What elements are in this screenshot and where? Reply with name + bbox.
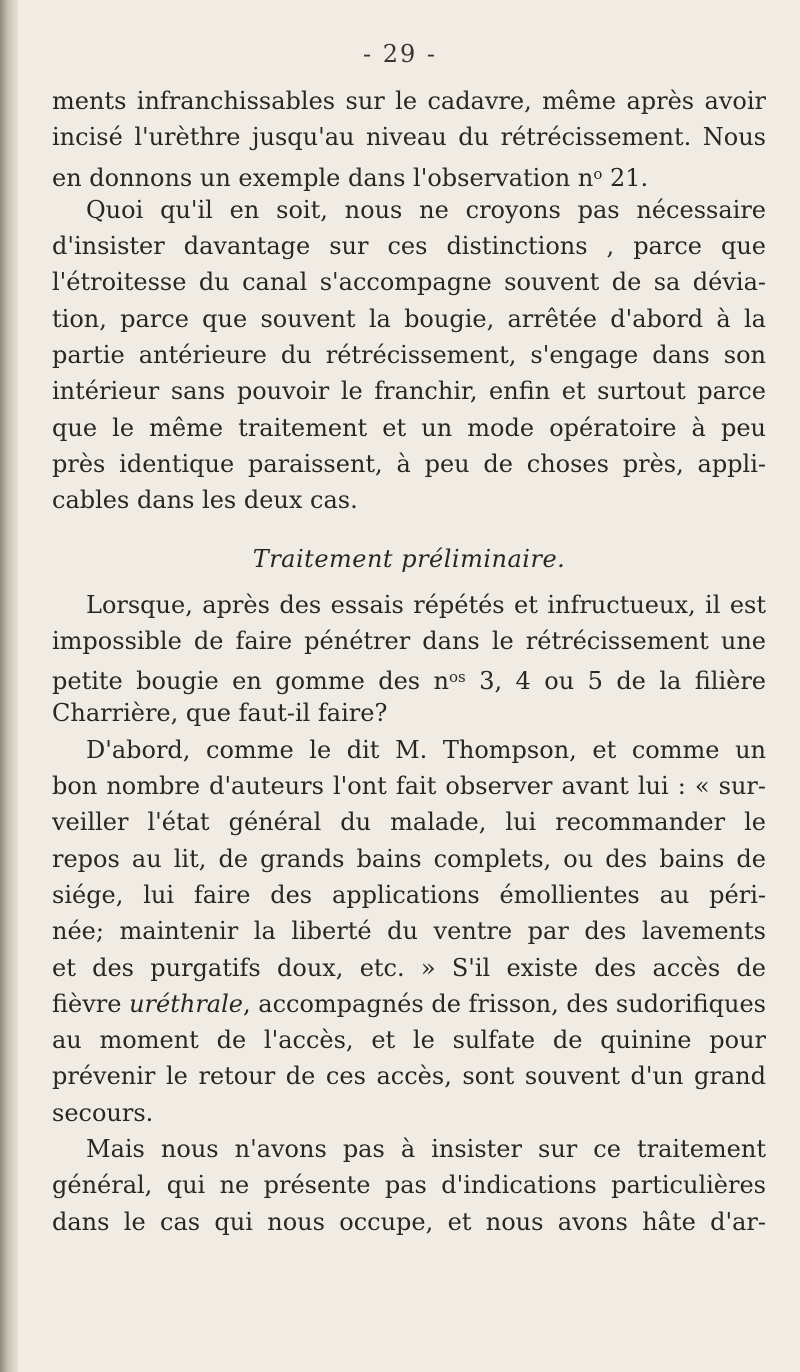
page-number: - 29 - (362, 40, 437, 68)
text-line: Lorsque, après des essais répétés et infructueux, il est (86, 590, 766, 619)
text-run: 21. (602, 163, 649, 192)
text-run: 3, 4 ou 5 de la filière (465, 667, 766, 696)
paragraph-thompson (52, 732, 766, 1131)
text-line: que le même traitement et un mode opératoire à peu (52, 413, 766, 442)
text-line: Mais nous n'avons pas à insister sur ce traitement (86, 1135, 766, 1164)
text-run: fièvre (52, 989, 130, 1018)
text-line: Charrière, que faut-il faire? (52, 699, 388, 728)
page-body (52, 83, 766, 1240)
text-line: secours. (52, 1098, 154, 1127)
text-line: dans le cas qui nous occupe, et nous avons hâte d'ar- (52, 1207, 766, 1236)
text-line: près identique paraissent, à peu de choses près, appli- (52, 449, 766, 478)
paragraph-continuation (52, 83, 766, 192)
text-line: incisé l'urèthre jusqu'au niveau du rétrécissement. Nous (52, 123, 766, 152)
text-line: général, qui ne présente pas d'indications particulières (52, 1171, 766, 1200)
paragraph-distinctions (52, 192, 766, 519)
text-line: et des purgatifs doux, etc. » S'il existe des accès de (52, 953, 766, 982)
text-line: veiller l'état général du malade, lui recommander le (52, 808, 766, 837)
superscript: os (449, 668, 466, 687)
text-line: ments infranchissables sur le cadavre, même après avoir (52, 87, 766, 115)
text-line: siége, lui faire des applications émollientes au péri- (52, 880, 766, 909)
text-line (52, 156, 766, 192)
text-run: , accompagnés de frisson, des sudorifiques (243, 989, 766, 1018)
text-line: d'insister davantage sur ces distinctions , parce que (52, 232, 766, 261)
text-line: née; maintenir la liberté du ventre par des lavements (52, 917, 766, 946)
paragraph-question (52, 587, 766, 732)
text-line: partie antérieure du rétrécissement, s'engage dans son (52, 341, 766, 370)
text-line: impossible de faire pénétrer dans le rétrécissement une (52, 626, 766, 655)
italic-term: uréthrale (129, 989, 243, 1018)
page-binding-edge (0, 0, 18, 1372)
text-line: repos au lit, de grands bains complets, ou des bains de (52, 844, 766, 873)
section-heading: Traitement préliminaire. (252, 544, 566, 573)
text-line: l'étroitesse du canal s'accompagne souvent de sa dévia- (52, 268, 766, 297)
superscript: o (593, 164, 603, 183)
text-line (52, 986, 766, 1022)
text-line: bon nombre d'auteurs l'ont fait observer avant lui : « sur- (52, 772, 766, 801)
text-line: au moment de l'accès, et le sulfate de quinine pour (52, 1026, 766, 1055)
paragraph-general-treatment (52, 1131, 766, 1240)
text-line (52, 659, 766, 695)
text-line: tion, parce que souvent la bougie, arrêtée d'abord à la (52, 304, 766, 333)
text-run: en donnons un exemple dans l'observation n (52, 163, 594, 192)
text-line: D'abord, comme le dit M. Thompson, et comme un (86, 735, 766, 764)
text-line: cables dans les deux cas. (52, 486, 358, 515)
text-line: Quoi qu'il en soit, nous ne croyons pas nécessaire (86, 195, 766, 224)
text-line: intérieur sans pouvoir le franchir, enfin et surtout parce (52, 377, 766, 406)
text-run: petite bougie en gomme des n (52, 667, 450, 696)
text-line: prévenir le retour de ces accès, sont souvent d'un grand (52, 1062, 766, 1091)
